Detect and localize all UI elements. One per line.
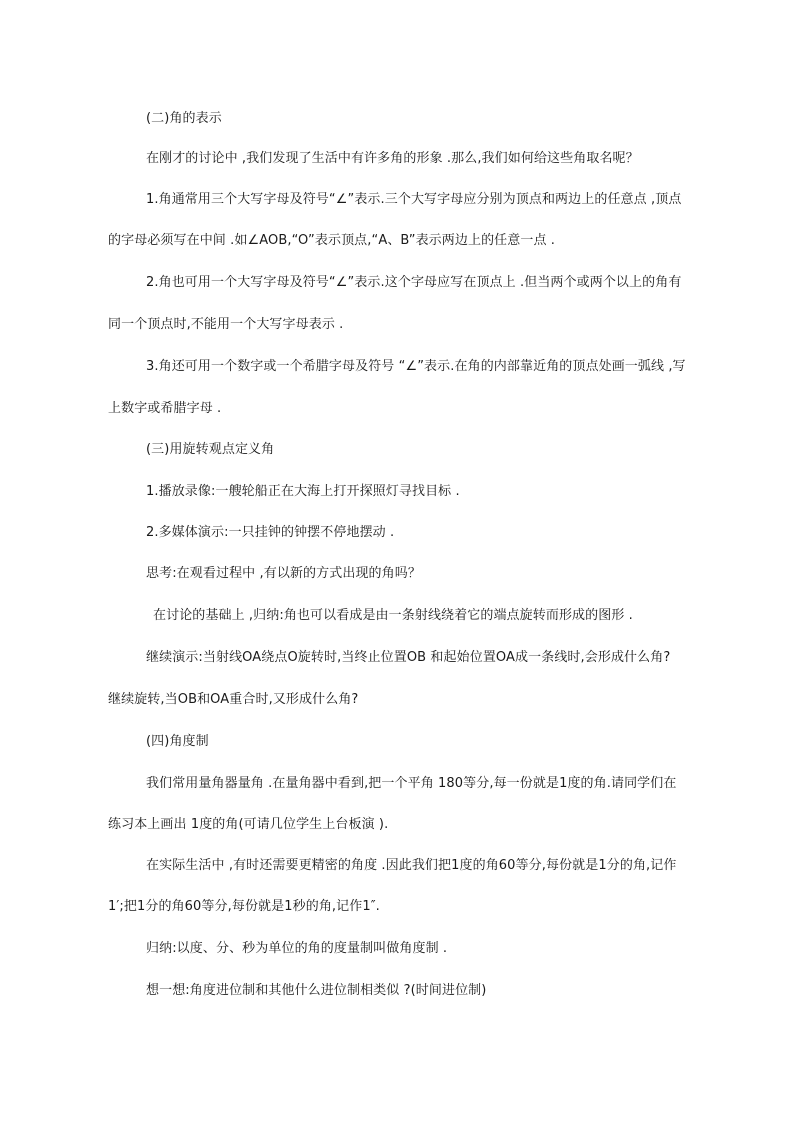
paragraph-line: 1.角通常用三个大写字母及符号“∠”表示.三个大写字母应分别为顶点和两边上的任意点 ,顶点 [146, 192, 682, 207]
section-heading-rotation: (三)用旋转观点定义角 [146, 442, 275, 457]
paragraph-line: 继续旋转,当OB和OA重合时,又形成什么角? [108, 692, 359, 707]
paragraph-line: 在讨论的基础上 ,归纳:角也可以看成是由一条射线绕着它的端点旋转而形成的图形 . [153, 608, 633, 623]
paragraph-line: 在实际生活中 ,有时还需要更精密的角度 .因此我们把1度的角60等分,每份就是1分的角,记作 [146, 858, 677, 873]
paragraph-line: 归纳:以度、分、秒为单位的角的度量制叫做角度制 . [146, 941, 448, 956]
paragraph-line: 同一个顶点时,不能用一个大写字母表示 . [108, 317, 344, 332]
section-heading-angle-notation: (二)角的表示 [146, 111, 222, 126]
paragraph-line: 的字母必须写在中间 .如∠AOB,“O”表示顶点,“A、B”表示两边上的任意一点 . [108, 233, 556, 248]
paragraph-line: 1′;把1分的角60等分,每份就是1秒的角,记作1″. [108, 899, 380, 914]
paragraph-line: 2.角也可用一个大写字母及符号“∠”表示.这个字母应写在顶点上 .但当两个或两个以上的角有 [146, 275, 682, 290]
paragraph-line: 在刚才的讨论中 ,我们发现了生活中有许多角的形象 .那么,我们如何给这些角取名呢？ [146, 151, 639, 166]
section-heading-degree-system: (四)角度制 [146, 734, 209, 749]
paragraph-line: 想一想:角度进位制和其他什么进位制相类似 ?(时间进位制) [146, 983, 487, 998]
paragraph-line: 我们常用量角器量角 .在量角器中看到,把一个平角 180等分,每一份就是1度的角.请同学们在 [146, 776, 677, 791]
paragraph-line: 继续演示:当射线OA绕点O旋转时,当终止位置OB 和起始位置OA成一条线时,会形成什么角? [146, 650, 671, 665]
paragraph-line: 2.多媒体演示:一只挂钟的钟摆不停地摆动 . [146, 525, 395, 540]
paragraph-line: 练习本上画出 1度的角(可请几位学生上台板演 ). [108, 817, 389, 832]
paragraph-line: 3.角还可用一个数字或一个希腊字母及符号 “∠”表示.在角的内部靠近角的顶点处画一弧线 ,写 [146, 359, 686, 374]
paragraph-line: 1.播放录像:一艘轮船正在大海上打开探照灯寻找目标 . [146, 484, 460, 499]
paragraph-line: 思考:在观看过程中 ,有以新的方式出现的角吗？ [146, 566, 421, 581]
paragraph-line: 上数字或希腊字母 . [108, 401, 222, 416]
